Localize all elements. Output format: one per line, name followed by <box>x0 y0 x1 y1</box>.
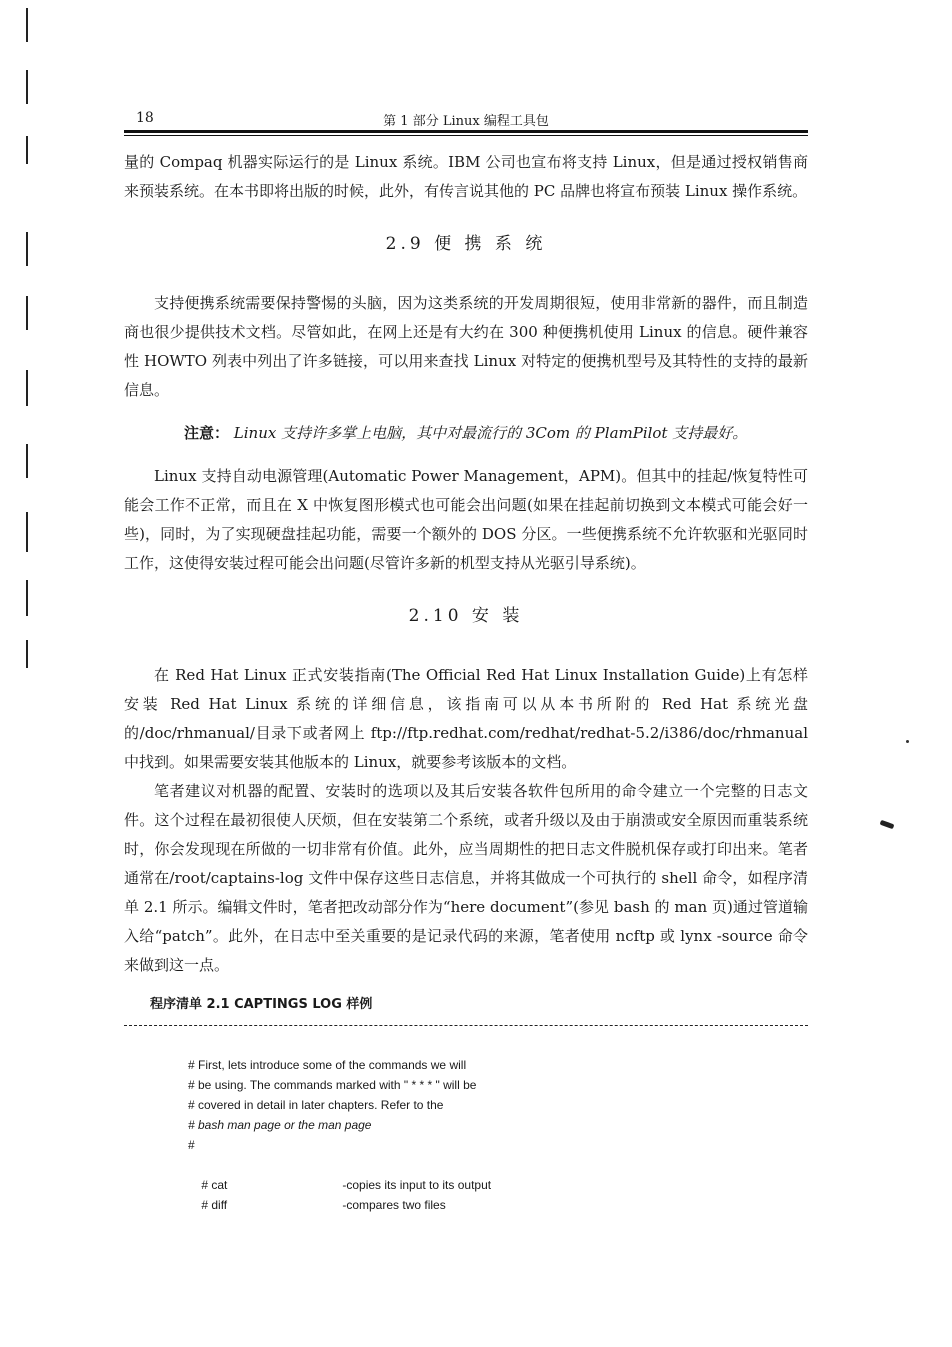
binding-mark <box>26 8 28 42</box>
note <box>124 419 808 448</box>
section-heading-2-9: 2.9 便 携 系 统 <box>385 234 547 254</box>
code-listing <box>188 1055 492 1212</box>
command-name: # diff <box>201 1198 228 1212</box>
command-description: -copies its input to its output <box>342 1178 492 1192</box>
code-line: # First, lets introduce some of the commands we will <box>188 1058 467 1072</box>
scan-speck <box>880 820 895 829</box>
running-title: 第 1 部分 Linux 编程工具包 <box>383 114 549 129</box>
binding-mark <box>26 370 28 406</box>
paragraph: 支持便携系统需要保持警惕的头脑，因为这类系统的开发周期很短，使用非常新的器件，而且制造商也很少提供技术文档。尽管如此，在网上还是有大约在 300 种便携机使用 Linux 的信息。硬件兼容性 HOWTO 列表中列出了许多链接，可以用来查找 Linux 对特定的便携机型号及其特性的支持的最新信息。 <box>124 294 808 399</box>
paragraph: Linux 支持自动电源管理(Automatic Power Management，APM)。但其中的挂起/恢复特性可能会工作不正常，而且在 X 中恢复图形模式也可能会出问题(如果在挂起前切换到文本模式可能会好一些)，同时，为了实现硬盘挂起功能，需要一个额外的 DOS 分区。一些便携系统不允许软驱和光驱同时工作，这使得安装过程可能会出问题(尽管许多新的机型支持从光驱引导系统)。 <box>124 467 808 572</box>
binding-mark <box>26 512 28 552</box>
binding-mark <box>26 296 28 330</box>
page-header <box>124 110 808 132</box>
section-heading-2-10: 2.10 安 装 <box>408 606 524 626</box>
intro-paragraph: 量的 Compaq 机器实际运行的是 Linux 系统。IBM 公司也宣布将支持 Linux，但是通过授权销售商来预装系统。在本书即将出版的时候，此外，有传言说其他的 PC 品牌也将宣布预装 Linux 操作系统。 <box>124 153 808 200</box>
code-line: # be using. The commands marked with " * * * " will be <box>188 1078 477 1092</box>
code-line: # <box>188 1138 195 1152</box>
body-text <box>124 148 808 980</box>
scan-speck <box>906 740 909 743</box>
code-line: # covered in detail in later chapters. Refer to the <box>188 1098 444 1112</box>
command-name: # cat <box>201 1178 228 1192</box>
binding-mark <box>26 70 28 104</box>
listing-rule <box>124 1025 808 1026</box>
code-command-row <box>188 1155 492 1192</box>
binding-mark <box>26 640 28 668</box>
note-label: 注意： <box>184 424 230 442</box>
page-number: 18 <box>136 110 154 126</box>
listing-title: 程序清单 2.1 CAPTINGS LOG 样例 <box>150 997 373 1012</box>
paragraph: 笔者建议对机器的配置、安装时的选项以及其后安装各软件包所用的命令建立一个完整的日志文件。这个过程在最初很使人厌烦，但在安装第二个系统，或者升级以及由于崩溃或安全原因而重装系统时，你会发现现在所做的一切非常有价值。此外，应当周期性的把日志文件脱机保存或打印出来。笔者通常在/root/captains-log 文件中保存这些日志信息，并将其做成一个可执行的 shell 命令，如程序清单 2.1 所示。编辑文件时，笔者把改动部分作为“here document”(参见 bash 的 man 页)通过管道输入给“patch”。此外，在日志中至关重要的是记录代码的来源，笔者使用 ncftp 或 lynx -source 命令来做到这一点。 <box>124 782 808 974</box>
paragraph: 在 Red Hat Linux 正式安装指南(The Official Red Hat Linux Installation Guide)上有怎样安装 Red Hat Linux 系统的详细信息，该指南可以从本书所附的 Red Hat 系统光盘的/doc/rhmanual/目录下或者网上 ftp://ftp.redhat.com/redhat/redhat-5.2/i386/doc/rhmanual 中找到。如果需要安装其他版本的 Linux，就要参考该版本的文档。 <box>124 666 808 771</box>
note-text: Linux 支持许多掌上电脑，其中对最流行的 3Com 的 PlamPilot 支持最好。 <box>233 424 748 442</box>
binding-mark <box>26 136 28 164</box>
header-rule <box>124 130 808 136</box>
binding-mark <box>26 580 28 616</box>
binding-mark <box>26 232 28 266</box>
code-line: # bash man page or the man page <box>188 1118 372 1132</box>
binding-mark <box>26 444 28 478</box>
command-description: -compares two files <box>342 1198 446 1212</box>
